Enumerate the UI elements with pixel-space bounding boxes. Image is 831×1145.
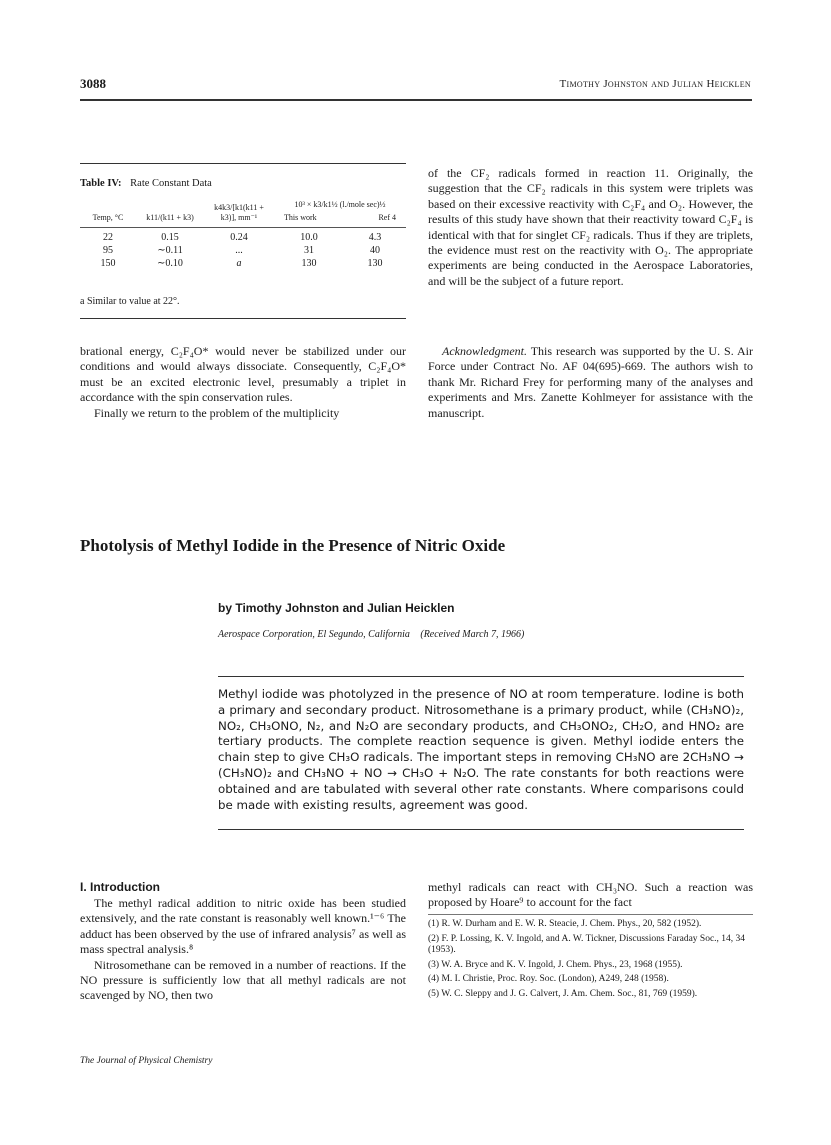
references-rule bbox=[428, 914, 753, 915]
reference-item: (4) M. I. Christie, Proc. Roy. Soc. (London), A249, 248 (1958). bbox=[428, 974, 669, 984]
article-byline: by Timothy Johnston and Julian Heicklen bbox=[218, 601, 455, 615]
acknowledgment-text: This research was supported by the U. S. Air Force under Contract No. AF 04(695)-669. The authors wish to thank Mr. Richard Frey for performing many of the analyses and experiments and Mrs. Zanette Kohlmeyer for assistance with the manuscript. bbox=[428, 344, 753, 420]
table-cell: 0.24 bbox=[230, 232, 248, 243]
article-affiliation bbox=[218, 629, 524, 640]
table-cell: 22 bbox=[103, 232, 113, 243]
rate-constant-table bbox=[80, 200, 406, 270]
table-row bbox=[80, 244, 406, 257]
table-cell: ... bbox=[235, 245, 243, 256]
table-header-col4-group: 10³ × k3/k1½ (l./mole sec)½ bbox=[294, 200, 386, 209]
received-date: (Received March 7, 1966) bbox=[420, 629, 525, 640]
reference-item: (1) R. W. Durham and E. W. R. Steacie, J. Chem. Phys., 20, 582 (1952). bbox=[428, 919, 702, 929]
left-column-continuation bbox=[80, 344, 406, 421]
table-header-temp: Temp, °C bbox=[92, 213, 124, 222]
header-rule bbox=[80, 99, 752, 101]
table-cell: 31 bbox=[304, 245, 315, 256]
table-top-rule bbox=[80, 163, 406, 164]
table-cell: a bbox=[236, 258, 242, 269]
table-cell: ∼0.11 bbox=[157, 245, 183, 256]
page-number: 3088 bbox=[80, 76, 106, 91]
paragraph: The methyl radical addition to nitric oxide has been studied extensively, and the rate constant is reasonably well known.¹⁻⁶ The adduct has been observed by the use of infrared analysis⁷ as well as mass spectral analysis.⁸ bbox=[80, 896, 406, 957]
abstract-bottom-rule bbox=[218, 829, 744, 830]
table-cell: ∼0.10 bbox=[157, 258, 183, 269]
article-title: Photolysis of Methyl Iodide in the Presence of Nitric Oxide bbox=[80, 536, 506, 555]
paragraph: Finally we return to the problem of the multiplicity bbox=[94, 405, 340, 420]
table-header-col2: k11/(k11 + k3) bbox=[146, 213, 194, 222]
journal-footer: The Journal of Physical Chemistry bbox=[80, 1056, 213, 1066]
paragraph: methyl radicals can react with CH₃NO. Such a reaction was proposed by Hoare⁹ to account for the fact bbox=[428, 880, 753, 910]
table-bottom-rule bbox=[80, 318, 406, 319]
table-row bbox=[80, 257, 406, 270]
table-cell: 95 bbox=[103, 245, 113, 256]
paragraph: brational energy, C₂F₄O* would never be stabilized under our conditions and would always dissociate. Consequently, C₂F₄O* must be an excited electronic level, presumably a triplet in accordance with the spin conservation rules. bbox=[80, 344, 406, 405]
intro-right-column bbox=[428, 880, 753, 911]
abstract-top-rule bbox=[218, 676, 744, 677]
affiliation-text: Aerospace Corporation, El Segundo, California bbox=[218, 629, 410, 640]
acknowledgment-label: Acknowledgment. bbox=[442, 344, 527, 358]
abstract: Methyl iodide was photolyzed in the presence of NO at room temperature. Iodine is both a primary and secondary product. Nitrosomethane is a primary product, while (CH₃NO)₂, NO₂, CH₃ONO, N₂, and N₂O are secondary products, and CH₃ONO₂, CH₂O, and HNO₂ are tertiary products. The complete reaction sequence is given. Methyl iodide enters the chain step to give CH₃O radicals. The important steps in removing CH₃NO are 2CH₃NO → (CH₃NO)₂ and CH₃NO + NO → CH₃O + N₂O. The rate constants for both reactions were obtained and are tabulated with several other rate constants. Where comparisons could be made with existing results, agreement was good. bbox=[218, 687, 744, 812]
table-header-ref4: Ref 4 bbox=[378, 213, 396, 222]
table-caption bbox=[80, 178, 212, 189]
table-header-this-work: This work bbox=[284, 213, 317, 222]
table-footnote: a Similar to value at 22°. bbox=[80, 296, 180, 307]
table-cell: 0.15 bbox=[161, 232, 179, 243]
table-title: Rate Constant Data bbox=[130, 178, 212, 189]
acknowledgment bbox=[428, 344, 753, 421]
table-cell: 4.3 bbox=[368, 232, 382, 243]
table-cell: 10.0 bbox=[300, 232, 318, 243]
table-header-col3: k4k3/[k1(k11 + k3)], mm⁻¹ bbox=[214, 203, 264, 222]
paragraph: of the CF₂ radicals formed in reaction 11. Originally, the suggestion that the CF₂ radicals in this system were triplets was based on their excessive reactivity with C₂F₄ and O₂. However, the results of this study have shown that their reactivity toward C₂F₄ is identical with that for singlet CF₂ radicals. Thus if they are triplets, the evidence must rest on the reactivity with O₂. The appropriate experiments are being conducted in the Aerospace Laboratories, and will be the subject of a future report. bbox=[428, 166, 753, 288]
table-header-group bbox=[274, 200, 406, 228]
section-heading-introduction: I. Introduction bbox=[80, 880, 160, 894]
reference-item: (2) F. P. Lossing, K. V. Ingold, and A. W. Tickner, Discussions Faraday Soc., 14, 34 (1953). bbox=[428, 933, 746, 955]
table-cell: 130 bbox=[367, 258, 383, 269]
table-label: Table IV: bbox=[80, 178, 122, 189]
table-cell: 130 bbox=[301, 258, 317, 269]
table-cell: 40 bbox=[370, 245, 381, 256]
intro-left-column bbox=[80, 896, 406, 1004]
reference-item: (3) W. A. Bryce and K. V. Ingold, J. Chem. Phys., 23, 1968 (1955). bbox=[428, 959, 683, 970]
reference-item: (5) W. C. Sleppy and J. G. Calvert, J. Am. Chem. Soc., 81, 769 (1959). bbox=[428, 988, 698, 999]
references bbox=[428, 919, 753, 1003]
running-head: Timothy Johnston and Julian Heicklen bbox=[559, 78, 751, 90]
table-cell: 150 bbox=[100, 258, 116, 269]
table-row bbox=[80, 231, 406, 244]
paragraph: Nitrosomethane can be removed in a number of reactions. If the NO pressure is sufficiently low that all methyl radicals are not scavenged by NO, then two bbox=[80, 957, 406, 1003]
right-column-continuation bbox=[428, 166, 753, 289]
